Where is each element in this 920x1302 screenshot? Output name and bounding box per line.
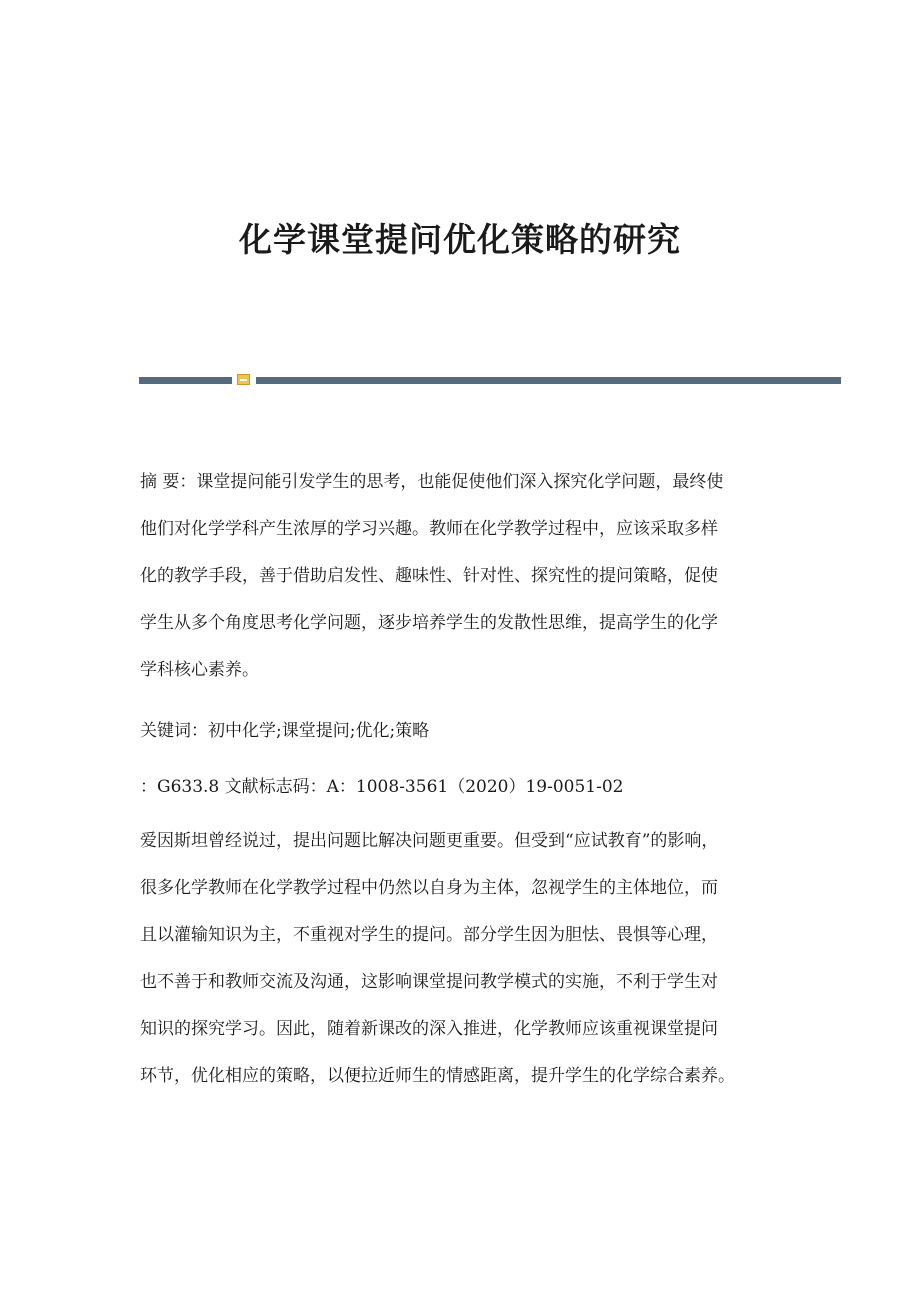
abstract-line: 学生从多个角度思考化学问题，逐步培养学生的发散性思维，提高学生的化学 <box>140 613 718 633</box>
keywords-line <box>140 708 785 755</box>
keywords-text: 关键词：初中化学;课堂提问;优化;策略 <box>140 721 430 741</box>
abstract-paragraph <box>140 459 785 694</box>
abstract-line: 化的教学手段，善于借助启发性、趣味性、针对性、探究性的提问策略，促使 <box>140 566 718 586</box>
classification-line <box>140 764 785 811</box>
body-line: 很多化学教师在化学教学过程中仍然以自身为主体，忽视学生的主体地位，而 <box>140 878 718 898</box>
body-paragraph <box>140 818 785 1100</box>
divider-bar-right <box>256 377 841 384</box>
body-line: 且以灌输知识为主，不重视对学生的提问。部分学生因为胆怯、畏惧等心理， <box>140 925 718 945</box>
body-line: 爱因斯坦曾经说过，提出问题比解决问题更重要。但受到“应试教育”的影响， <box>140 831 719 851</box>
body-line: 知识的探究学习。因此，随着新课改的深入推进，化学教师应该重视课堂提问 <box>140 1019 718 1039</box>
classification-text: ：G633.8 文献标志码：A：1008-3561（2020）19-0051-02 <box>140 777 624 797</box>
body-line: 环节，优化相应的策略，以便拉近师生的情感距离，提升学生的化学综合素养。 <box>140 1066 735 1086</box>
abstract-line: 学科核心素养。 <box>140 660 259 680</box>
title-divider <box>139 374 841 388</box>
divider-bar-left <box>139 377 232 384</box>
body-line: 也不善于和教师交流及沟通，这影响课堂提问教学模式的实施，不利于学生对 <box>140 972 718 992</box>
document-title: 化学课堂提问优化策略的研究 <box>239 220 681 259</box>
abstract-line: 他们对化学学科产生浓厚的学习兴趣。教师在化学教学过程中，应该采取多样 <box>140 519 718 539</box>
divider-ornament-icon <box>237 374 250 385</box>
abstract-line: 摘 要：课堂提问能引发学生的思考，也能促使他们深入探究化学问题，最终使 <box>140 472 724 492</box>
